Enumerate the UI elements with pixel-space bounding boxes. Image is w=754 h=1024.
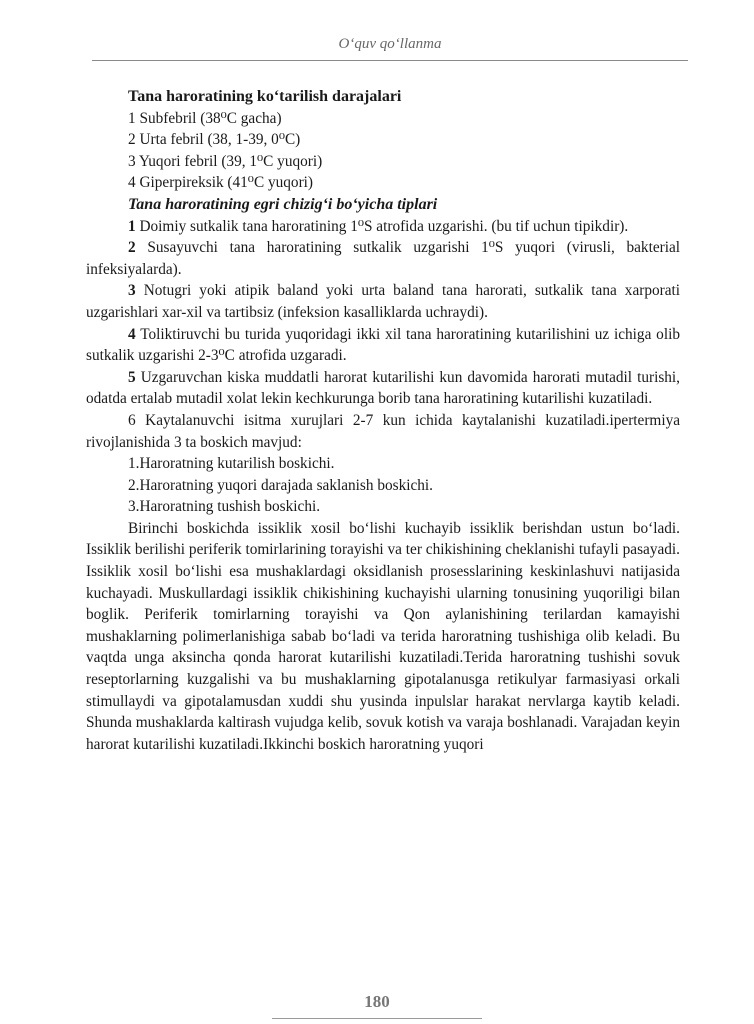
level-number: 1 xyxy=(128,109,136,127)
type-paragraph xyxy=(86,216,680,238)
type-paragraph xyxy=(86,367,680,410)
level-text: Subfebril (38⁰C gacha) xyxy=(139,109,282,127)
level-number: 4 xyxy=(128,174,136,192)
footer-rule xyxy=(272,1018,482,1019)
stage-item: 3.Haroratning tushish boskichi. xyxy=(128,498,321,516)
level-number: 3 xyxy=(128,152,136,170)
page-body xyxy=(86,86,680,755)
page-number: 180 xyxy=(364,992,390,1011)
type-number: 2 xyxy=(128,239,136,257)
running-header: O‘quv qo‘llanma xyxy=(338,36,442,52)
subsection-heading: Tana haroratining egri chizig‘i bo‘yicha tiplari xyxy=(128,195,438,213)
type-number: 3 xyxy=(128,282,136,300)
level-text: Giperpireksik (41⁰C yuqori) xyxy=(139,174,314,192)
level-text: Urta febril (38, 1-39, 0⁰C) xyxy=(139,131,301,149)
level-item xyxy=(86,151,680,173)
type-text: Toliktiruvchi bu turida yuqoridagi ikki xil tana haroratining kutarilishini uz ichiga olib sutkalik uzgarishi 2-3⁰C atrofida uzgaradi. xyxy=(86,325,680,365)
type-text: Susayuvchi tana haroratining sutkalik uzgarishi 1⁰S yuqori (virusli, bakterial infeksiyalarda). xyxy=(86,239,680,278)
type-text: Kaytalanuvchi isitma xurujlari 2-7 kun ichida kaytalanishi kuzatiladi.ipertermiya rivojlanishida 3 ta boskich mavjud: xyxy=(86,411,681,451)
level-text: Yuqori febril (39, 1⁰C yuqori) xyxy=(138,152,323,170)
type-text: Uzgaruvchan kiska muddatli harorat kutarilishi kun davomida harorati mutadil turishi, odatda ertalab mutadil xolat lekin kechkurunga borib tana haroratining kutarilishi kuzatiladi. xyxy=(86,368,680,408)
type-paragraph xyxy=(86,410,680,453)
stage-item: 2.Haroratning yuqori darajada saklanish boskichi. xyxy=(128,476,434,494)
type-number: 1 xyxy=(128,217,136,235)
type-paragraph xyxy=(86,324,680,367)
body-paragraph: Birinchi boskichda issiklik xosil bo‘lishi kuchayib issiklik berishdan ustun bo‘ladi. Issiklik berilishi periferik tomirlarining torayishi va ter chikishining cheklanishi tufayli pasayadi. Issiklik xosil bo‘lishi esa mushaklardagi oksidlanish prosesslarining keskinlashuvi natijasida kuchayadi. Muskullardagi issiklik chikishining kuchayishi ularning tonusining yuqoriligi bilan boglik. Periferik tomirlarning torayishi va Qon aylanishining terilardan kamayishi mushaklarning polimerlanishiga sabab bo‘ladi va terida haroratning tushishiga olib keladi. Bu vaqtda unga aksincha qonda harorat kutarilishi kuzatiladi.Terida haroratning tushishi sovuk reseptorlarning kuzgalishi va bu mushaklarning gipotalanusga retikulyar farmasiyasi orkali stimullaydi va gipotalamusdan xuddi shu yusinda inpulslar harakat nervlarga kaytib keladi. Shunda mushaklarda kaltirash vujudga kelib, sovuk kotish va varaja boshlanadi. Varajadan keyin harorat kutarilishi kuzatiladi.Ikkinchi boskich haroratning yuqori xyxy=(86,519,680,753)
level-item xyxy=(86,129,680,151)
type-text: Doimiy sutkalik tana haroratining 1⁰S atrofida uzgarishi. (bu tif uchun tipikdir). xyxy=(139,217,629,235)
stage-item: 1.Haroratning kutarilish boskichi. xyxy=(128,455,335,473)
type-paragraph xyxy=(86,237,680,280)
level-item xyxy=(86,108,680,130)
type-number: 4 xyxy=(128,325,136,343)
header-rule xyxy=(92,60,688,61)
type-number: 6 xyxy=(128,411,136,429)
level-number: 2 xyxy=(128,131,136,149)
level-item xyxy=(86,172,680,194)
type-paragraph xyxy=(86,280,680,323)
type-number: 5 xyxy=(128,368,136,386)
type-text: Notugri yoki atipik baland yoki urta baland tana harorati, sutkalik tana xarporati uzgarishlari xar-xil va tartibsiz (infeksion kasalliklarda uchraydi). xyxy=(86,282,681,321)
section-heading: Tana haroratining ko‘tarilish darajalari xyxy=(128,88,402,105)
